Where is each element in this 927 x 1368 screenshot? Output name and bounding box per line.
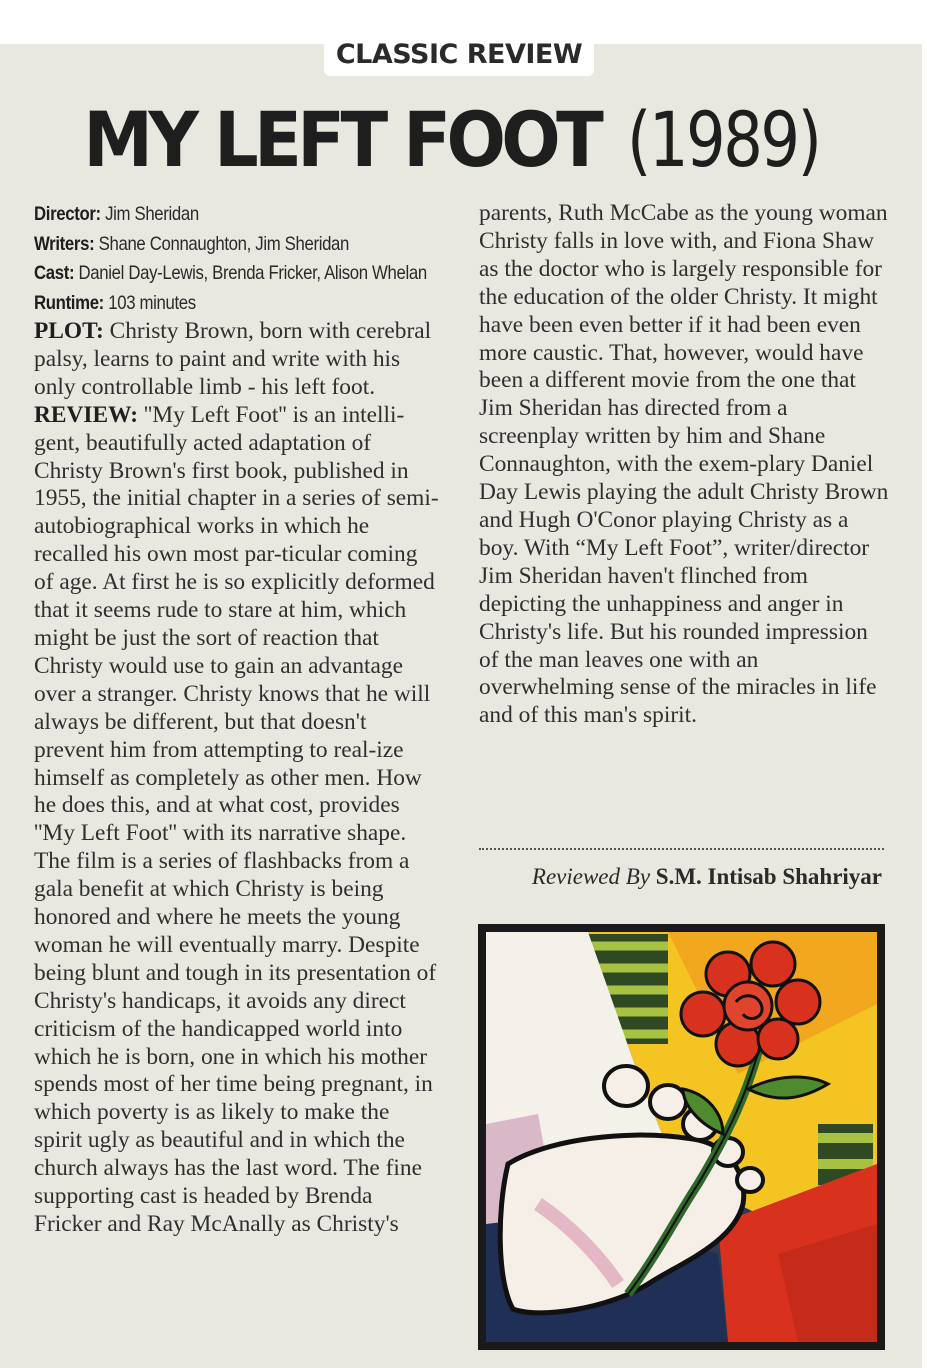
plot-label: PLOT:: [34, 318, 104, 344]
film-title: MY LEFT FOOT: [83, 95, 599, 184]
byline: [479, 860, 882, 894]
film-year: (1989): [626, 95, 819, 184]
credit-label: Writers:: [34, 232, 95, 255]
review-text-left: ''My Left Foot'' is an intelli-gent, beautifully acted adaptation of Christy Brown's first book, published in 1955, the initial chapter in a series of semi-autobiographical works in which he recalled his own most par-ticular coming of age. At first he is so explicitly deformed that it seems rude to stare at him, which might be just the sort of reaction that Christy would use to gain an advantage over a stranger. Christy knows that he will always be different, but that doesn't prevent him from attempting to real-ize himself as completely as other men. How he does this, and at what cost, provides ''My Left Foot'' with its narrative shape. The film is a series of flashbacks from a gala benefit at which Christy is being honored and where he meets the young woman he will eventually marry. Despite being blunt and tough in its presentation of Christy's handicaps, it avoids any direct criticism of the handicapped world into which he is born, one in which his mother spends most of her time being pregnant, in which poverty is as likely to make the spirit ugly as beautiful and in which the church always has the last word. The fine supporting cast is headed by Brenda Fricker and Ray McAnally as Christy's: [34, 401, 439, 1237]
left-column: [34, 200, 439, 1239]
byline-prefix: Reviewed By: [531, 864, 651, 889]
byline-author: S.M. Intisab Shahriyar: [655, 864, 882, 889]
credit-cast: [34, 259, 427, 289]
review-continued: parents, Ruth McCabe as the young woman Christy falls in love with, and Fiona Shaw as the doctor who is largely responsible for the education of the older Christy. It might have been even better if it had been even more caustic. That, however, would have been a different movie from the one that Jim Sheridan has directed from a screenplay written by him and Shane Connaughton, with the exem-plary Daniel Day Lewis playing the adult Christy Brown and Hugh O'Conor playing Christy as a boy. With “My Left Foot”, writer/director Jim Sheridan haven't flinched from depicting the unhappiness and anger in Christy's life. But his rounded impression of the man leaves one with an overwhelming sense of the miracles in life and of this man's spirit.: [479, 200, 889, 729]
byline-divider: [479, 848, 884, 850]
credit-writers: [34, 230, 382, 260]
credit-label: Director:: [34, 203, 101, 225]
plot-paragraph: [34, 318, 439, 402]
credit-value: Shane Connaughton, Jim Sheridan: [98, 232, 350, 255]
section-kicker: CLASSIC REVIEW: [324, 30, 594, 76]
page-edge: [922, 0, 927, 1368]
page-title: [0, 90, 922, 211]
credit-label: Cast:: [34, 262, 75, 284]
credit-director: [34, 200, 382, 230]
plot-text: Christy Brown, born with cerebral palsy, learns to paint and write with his only controllable limb - his left foot.: [34, 318, 432, 400]
poster-illustration: [478, 924, 885, 1350]
left-foot-holding-rose-icon: [478, 924, 885, 1350]
credit-value: Daniel Day-Lewis, Brenda Fricker, Alison Whelan: [78, 262, 427, 284]
review-paragraph: [34, 402, 439, 1239]
credit-value: 103 minutes: [108, 291, 196, 314]
credit-label: Runtime:: [34, 291, 104, 314]
credit-value: Jim Sheridan: [105, 203, 199, 225]
credit-runtime: [34, 289, 382, 319]
right-column: [479, 200, 889, 730]
review-label: REVIEW:: [34, 401, 138, 428]
